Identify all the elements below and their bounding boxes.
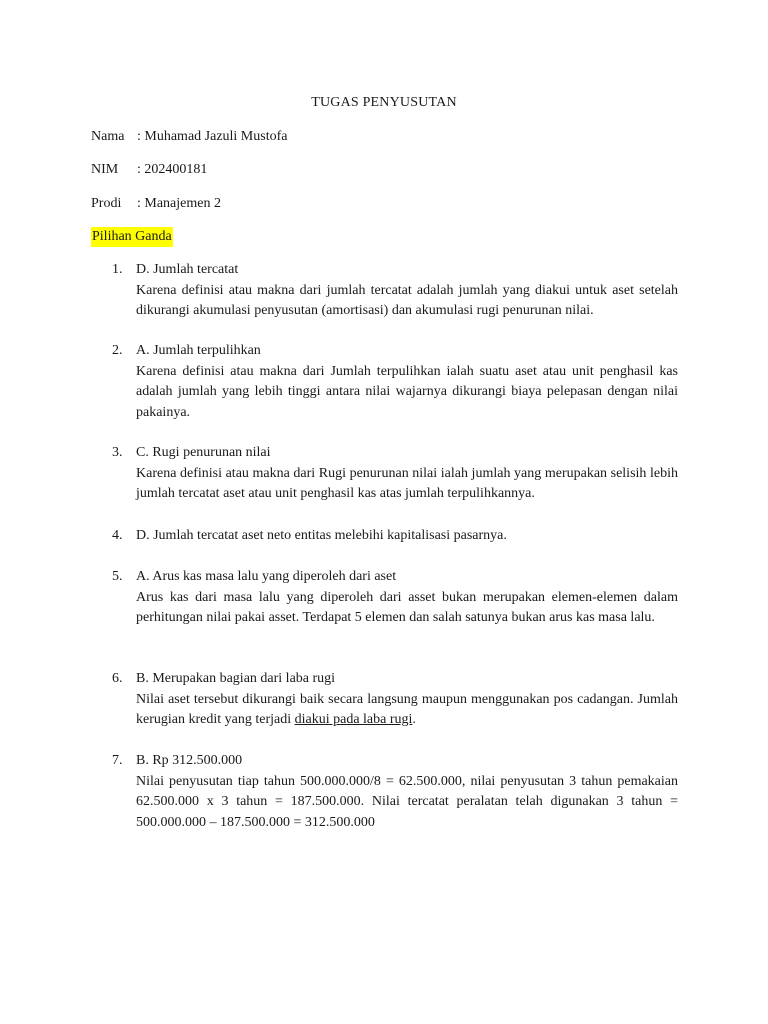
info-row-nim — [91, 160, 207, 180]
question-number: 1. — [112, 262, 123, 277]
info-label: NIM — [91, 162, 119, 177]
info-row-prodi — [91, 194, 221, 214]
document-title: TUGAS PENYUSUTAN — [311, 95, 457, 110]
underlined-phrase: diakui pada laba rugi — [294, 712, 413, 727]
explanation-text: Nilai aset tersebut dikurangi baik secara langsung maupun menggunakan pos cadangan. Jumlah kerugian kredit yang terjadi — [136, 691, 678, 727]
question-number: 7. — [112, 753, 123, 768]
question-item-4 — [112, 526, 678, 547]
explanation-text-end: . — [412, 712, 416, 727]
info-value: : Manajemen 2 — [137, 196, 221, 211]
question-explanation: Arus kas dari masa lalu yang diperoleh dari asset bukan merupakan elemen-elemen dalam perhitungan nilai pakai asset. Terdapat 5 elemen dan salah satunya bukan arus kas masa lalu. — [136, 589, 678, 625]
question-item-6 — [112, 669, 678, 731]
question-number: 5. — [112, 569, 123, 584]
question-answer: B. Merupakan bagian dari laba rugi — [136, 671, 336, 686]
question-item-1 — [112, 260, 678, 322]
question-explanation: Karena definisi atau makna dari Rugi penurunan nilai ialah jumlah yang merupakan selisih lebih jumlah tercatat aset atau unit penghasil kas atas jumlah terpulihkannya. — [136, 465, 678, 501]
section-heading-highlighted: Pilihan Ganda — [91, 227, 173, 247]
question-number: 3. — [112, 445, 123, 460]
question-answer: A. Jumlah terpulihkan — [136, 343, 261, 358]
info-row-nama — [91, 127, 287, 147]
question-item-5 — [112, 567, 678, 629]
question-answer: B. Rp 312.500.000 — [136, 753, 243, 768]
question-number: 2. — [112, 343, 123, 358]
info-label: Nama — [91, 129, 125, 144]
question-item-2 — [112, 341, 678, 423]
question-explanation: Karena definisi atau makna dari Jumlah terpulihkan ialah suatu aset atau unit penghasil kas adalah jumlah yang lebih tinggi antara nilai wajarnya dikurangi biaya pelepasan dengan nilai pakainya. — [136, 363, 678, 420]
question-explanation: Karena definisi atau makna dari jumlah tercatat adalah jumlah yang diakui untuk aset setelah dikurangi akumulasi penyusutan (amortisasi) dan akumulasi rugi penurunan nilai. — [136, 282, 678, 318]
info-value: : Muhamad Jazuli Mustofa — [137, 129, 288, 144]
question-answer: D. Jumlah tercatat — [136, 262, 239, 277]
question-item-7 — [112, 751, 678, 833]
question-answer: D. Jumlah tercatat aset neto entitas melebihi kapitalisasi pasarnya. — [136, 528, 507, 543]
question-number: 4. — [112, 528, 123, 543]
question-answer: C. Rugi penurunan nilai — [136, 445, 271, 460]
question-answer: A. Arus kas masa lalu yang diperoleh dari aset — [136, 569, 397, 584]
question-item-3 — [112, 443, 678, 505]
question-number: 6. — [112, 671, 123, 686]
info-label: Prodi — [91, 196, 122, 211]
info-value: : 202400181 — [137, 162, 208, 177]
question-explanation — [136, 690, 678, 731]
question-explanation: Nilai penyusutan tiap tahun 500.000.000/8 = 62.500.000, nilai penyusutan 3 tahun pemakaian 62.500.000 x 3 tahun = 187.500.000. Nilai tercatat peralatan telah digunakan 3 tahun = 500.000.000 – 187.500.000 = 312.500.000 — [136, 773, 678, 830]
